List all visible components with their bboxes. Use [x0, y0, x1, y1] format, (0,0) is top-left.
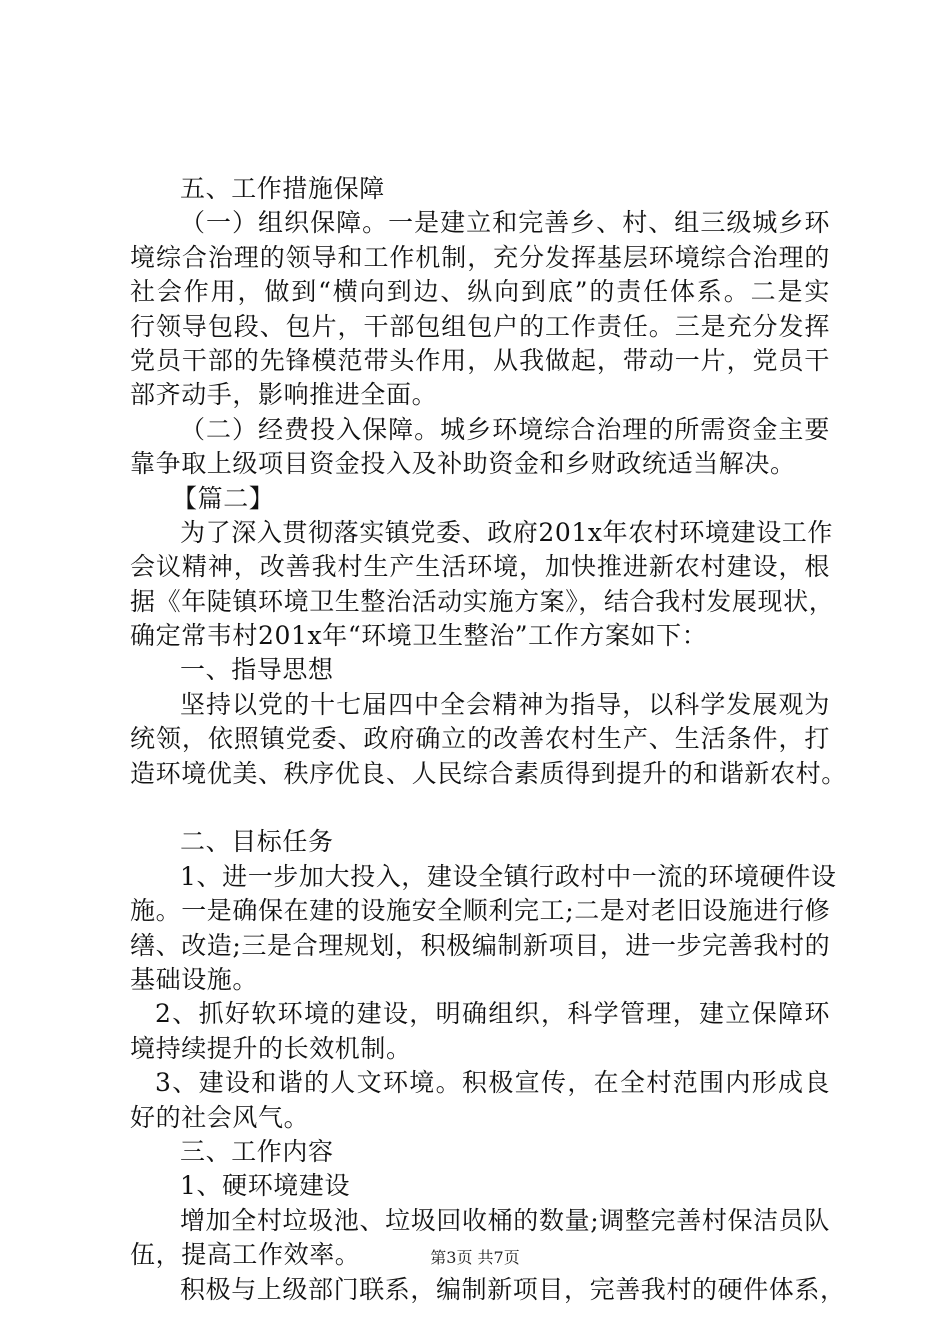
- paragraph-line: 施。一是确保在建的设施安全顺利完工;二是对老旧设施进行修: [130, 896, 831, 926]
- paragraph-line: 境综合治理的领导和工作机制，充分发挥基层环境综合治理的: [130, 242, 830, 272]
- paragraph-line: 境持续提升的长效机制。: [130, 1033, 412, 1063]
- section-heading-1: 一、指导思想: [180, 655, 334, 685]
- page-number-footer: 第3页 共7页: [430, 1248, 520, 1267]
- paragraph-line: 为了深入贯彻落实镇党委、政府201x年农村环境建设工作: [180, 517, 834, 547]
- paragraph-line: （二）经费投入保障。城乡环境综合治理的所需资金主要: [180, 414, 830, 444]
- paragraph-line: 行领导包段、包片，干部包组包户的工作责任。三是充分发挥: [130, 311, 830, 341]
- paragraph-line: 缮、改造;三是合理规划，积极编制新项目，进一步完善我村的: [130, 930, 831, 960]
- paragraph-line: 积极与上级部门联系，编制新项目，完善我村的硬件体系，: [180, 1274, 846, 1304]
- paragraph-line: 会议精神，改善我村生产生活环境，加快推进新农村建设，根: [130, 552, 830, 582]
- paragraph-line: 据《年陡镇环境卫生整治活动实施方案》，结合我村发展现状，: [130, 586, 835, 616]
- paragraph-line: 确定常韦村201x年“环境卫生整治”工作方案如下：: [130, 621, 708, 651]
- blank-line: [130, 791, 830, 825]
- paragraph-line: 增加全村垃圾池、垃圾回收桶的数量;调整完善村保洁员队: [180, 1205, 830, 1235]
- paragraph-line: （一）组织保障。一是建立和完善乡、村、组三级城乡环: [180, 208, 830, 238]
- paragraph-line: 造环境优美、秩序优良、人民综合素质得到提升的和谐新农村。: [130, 758, 847, 788]
- paragraph-line: 3、建设和谐的人文环境。积极宣传，在全村范围内形成良: [155, 1068, 830, 1098]
- paragraph-line: 伍，提高工作效率。: [130, 1240, 361, 1270]
- section-heading-2: 二、目标任务: [180, 827, 334, 857]
- paragraph-line: 党员干部的先锋模范带头作用，从我做起，带动一片，党员干: [130, 345, 830, 375]
- paragraph-line: 部齐动手，影响推进全面。: [130, 380, 438, 410]
- paragraph-line: 基础设施。: [130, 964, 259, 994]
- document-body: [130, 172, 847, 1307]
- paragraph-line: 2、抓好软环境的建设，明确组织，科学管理，建立保障环: [155, 999, 830, 1029]
- paragraph-line: 统领，依照镇党委、政府确立的改善农村生产、生活条件，打: [130, 724, 830, 754]
- paragraph-line: 社会作用，做到“横向到边、纵向到底”的责任体系。二是实: [130, 277, 830, 307]
- subsection-heading: 1、硬环境建设: [180, 1171, 351, 1201]
- paragraph-line: 靠争取上级项目资金投入及补助资金和乡财政统适当解决。: [130, 449, 796, 479]
- paragraph-line: 好的社会风气。: [130, 1102, 310, 1132]
- section-heading-3: 三、工作内容: [180, 1136, 334, 1166]
- section-heading-5: 五、工作措施保障: [180, 174, 385, 203]
- section-heading-part2: 【篇二】: [172, 483, 275, 513]
- paragraph-line: 1、进一步加大投入，建设全镇行政村中一流的环境硬件设: [180, 861, 837, 891]
- paragraph-line: 坚持以党的十七届四中全会精神为指导，以科学发展观为: [180, 689, 830, 719]
